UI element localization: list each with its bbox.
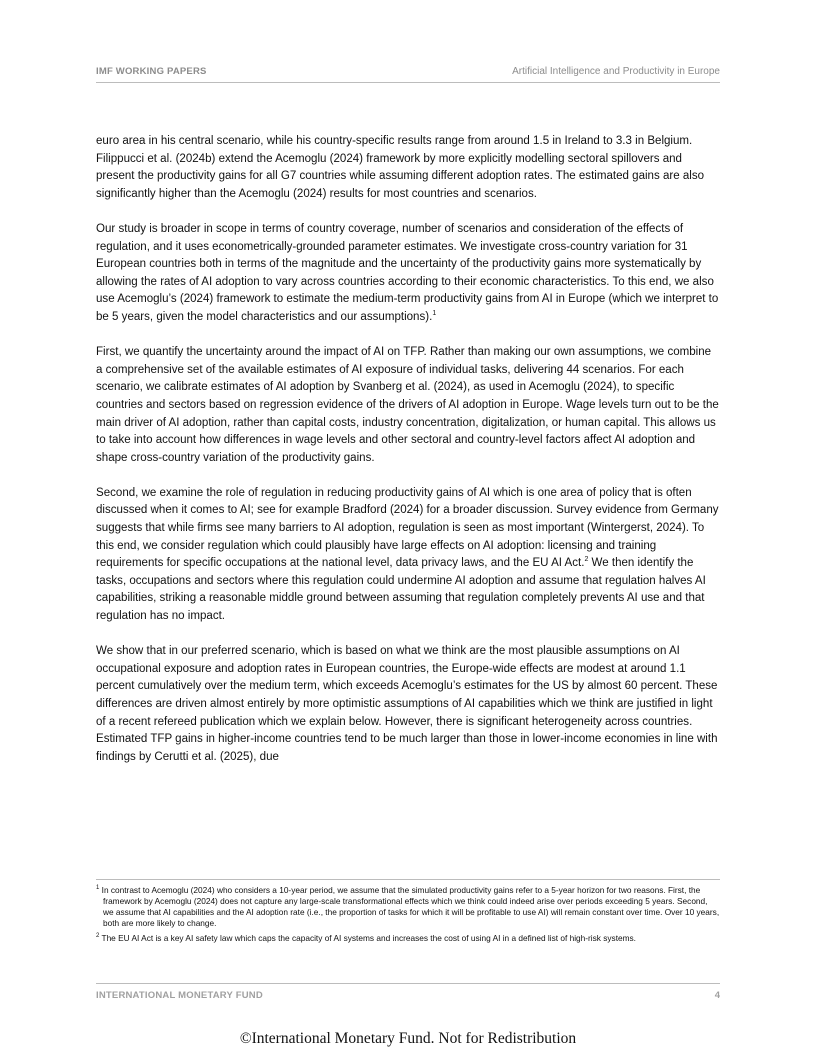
- paragraph: We show that in our preferred scenario, which is based on what we think are the most plausible assumptions on AI occupational exposure and adoption rates in European countries, the Europe-wide effects are modest at around 1.1 percent cumulatively over the medium term, which exceeds Acemoglu’s estimates for the US by almost 60 percent. These differences are driven almost entirely by more optimistic assumptions of AI capabilities which we think are justified in light of a recent refereed publication which we explain below. However, there is significant heterogeneity across countries. Estimated TFP gains in higher-income countries tend to be much larger than those in lower-income economies in line with findings by Cerutti et al. (2025), due: [96, 645, 718, 763]
- page-number: 4: [714, 990, 720, 1001]
- paragraph: Second, we examine the role of regulation in reducing productivity gains of AI which is one area of policy that is often discussed when it comes to AI; see for example Bradford (2024) for a broader discussion. Survey evidence from Germany suggests that while firms see many barriers to AI adoption, regulation is seen as most important (Wintergerst, 2024). To this end, we consider regulation which could plausibly have large effects on AI adoption: licensing and training requirements for specific occupations at the national level, data privacy laws, and the EU AI Act.$^2$ We then identify the tasks, occupations and sectors where this regulation could undermine AI adoption and assume that regulation halves AI capabilities, striking a reasonable middle ground between assuming that regulation completely prevents AI use and that regulation has no impact.: [96, 486, 719, 623]
- footnote: $^2$ The EU AI Act is a key AI safety law which caps the capacity of AI systems and increases the cost of using AI in a defined list of high-risk systems.: [96, 933, 636, 943]
- paragraph: euro area in his central scenario, while his country-specific results range from around 1.5 in Ireland to 3.3 in Belgium. Filippucci et al. (2024b) extend the Acemoglu (2024) framework by more explicitly modelling sectoral spillovers and present the productivity gains for all G7 countries while assuming different adoption rates. The estimated gains are also significantly higher than the Acemoglu (2024) results for most countries and scenarios.: [96, 135, 705, 200]
- footnote-reference[interactable]: 1: [432, 310, 437, 318]
- paragraph: Our study is broader in scope in terms of country coverage, number of scenarios and consideration of the effects of regulation, and it uses econometrically-grounded parameter estimates. We investigate cross-country variation for 31 European countries both in terms of the magnitude and the uncertainty of the productivity gains more systematically by allowing the rates of AI adoption to vary across countries according to their economic characteristics. To this end, we also use Acemoglu’s (2024) framework to estimate the medium-term productivity gains from AI in Europe (which we interpret to be 5 years, given the model characteristics and our assumptions).$^1$: [96, 222, 719, 323]
- series-title: IMF WORKING PAPERS: [96, 66, 207, 77]
- running-header: [96, 66, 720, 83]
- paper-title: Artificial Intelligence and Productivity in Europe: [512, 66, 720, 77]
- running-footer: [96, 983, 720, 1001]
- footnotes: [96, 879, 720, 948]
- paragraph: First, we quantify the uncertainty around the impact of AI on TFP. Rather than making our own assumptions, we combine a comprehensive set of the available estimates of AI exposure of individual tasks, delivering 44 scenarios. For each scenario, we calibrate estimates of AI adoption by Svanberg et al. (2024), as used in Acemoglu (2024), to specific countries and sectors based on regression evidence of the drivers of AI adoption in Europe. Wage levels turn out to be the main driver of AI adoption, rather than capital costs, industry concentration, digitalization, or human capital. This allows us to take into account how differences in wage levels and other sectoral and country-level factors affect AI adoption and shape cross-country variation of the productivity gains.: [96, 346, 719, 464]
- footnote-mark: 2: [96, 933, 100, 940]
- publisher-name: INTERNATIONAL MONETARY FUND: [96, 990, 263, 1001]
- footnote: $^1$ In contrast to Acemoglu (2024) who considers a 10-year period, we assume that the simulated productivity gains refer to a 5-year horizon for two reasons. First, the framework by Acemoglu (2024) does not capture any large-scale transformational effects which we think could indeed arise over periods exceeding 5 years. Second, we assume that AI capabilities and the AI adoption rate (i.e., the proportion of tasks for which it will be profitable to use AI) will remain constant over time. Over 10 years, both are more likely to change.: [96, 885, 720, 928]
- body-text: [96, 133, 720, 784]
- footnote-reference[interactable]: 2: [584, 556, 589, 564]
- copyright-notice: ©International Monetary Fund. Not for Redistribution: [239, 1030, 577, 1047]
- footnote-mark: 1: [96, 885, 100, 892]
